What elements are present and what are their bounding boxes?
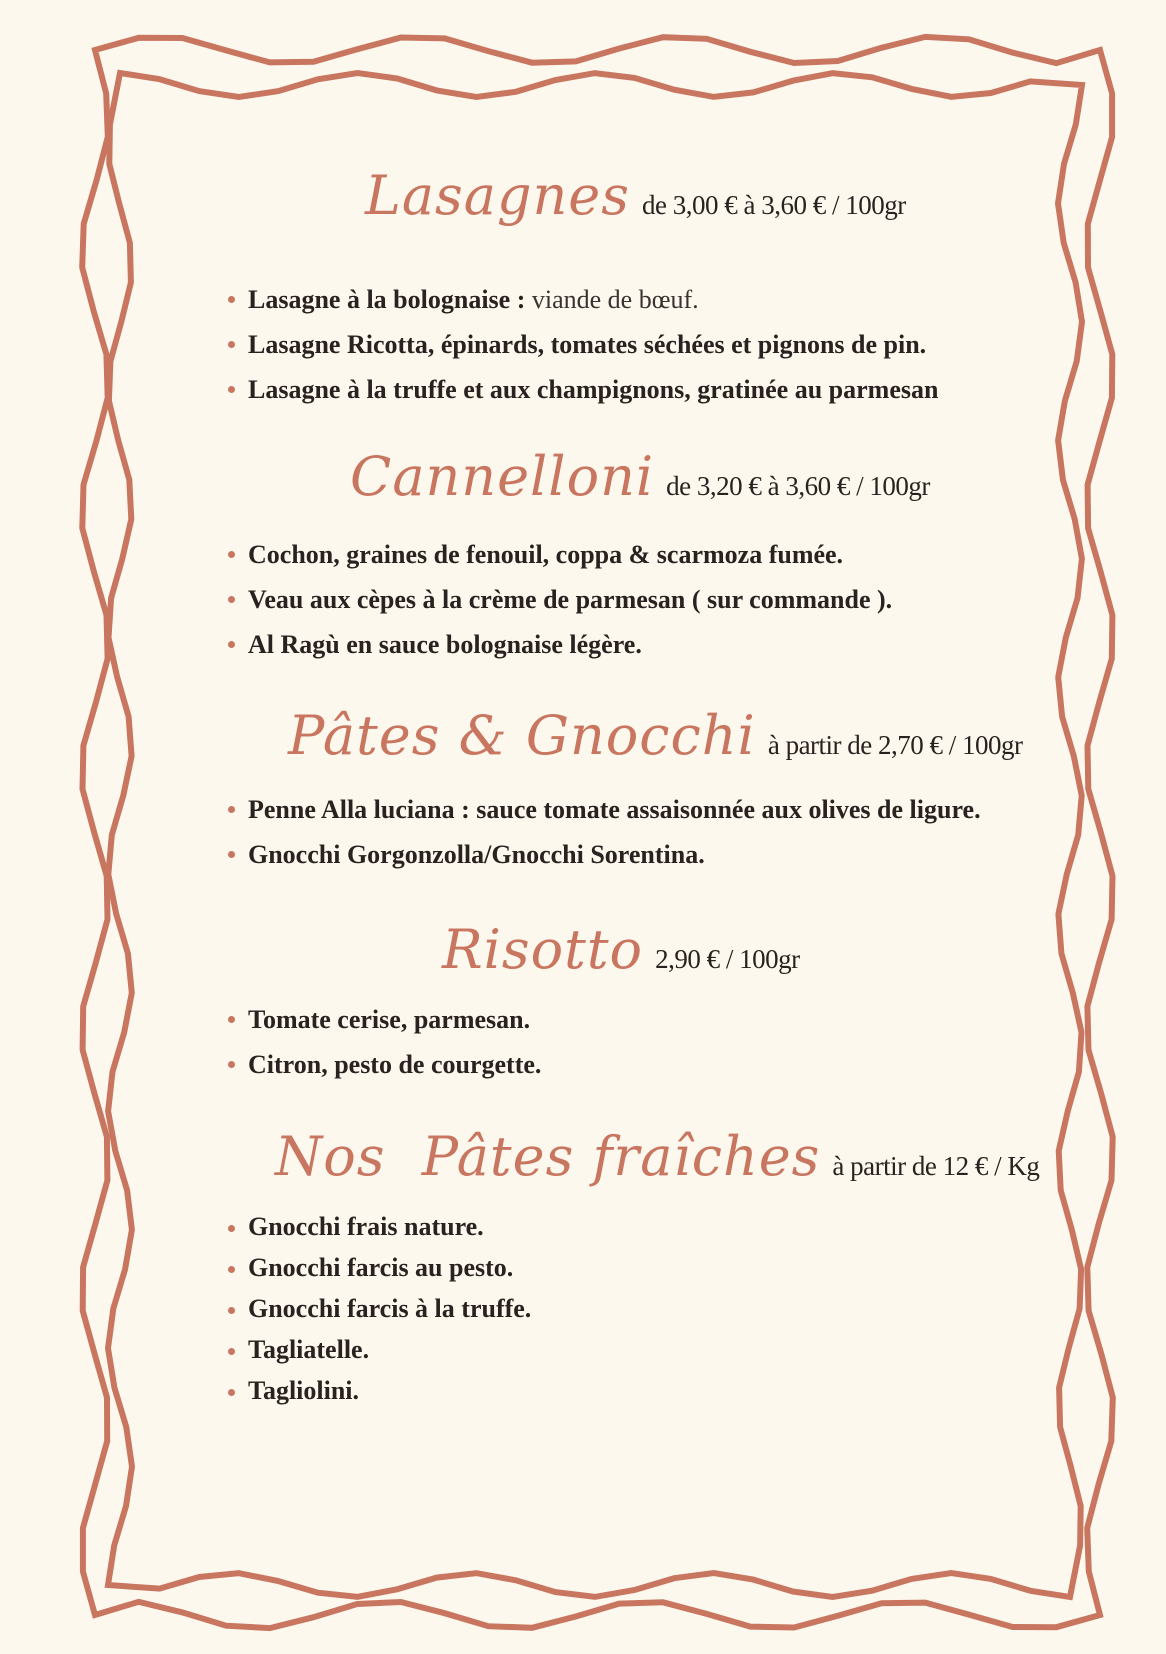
section-heading	[275, 1125, 1039, 1188]
section-title: Lasagnes	[365, 164, 630, 227]
item-detail: viande de bœuf.	[531, 285, 699, 314]
section-price: de 3,20 € à 3,60 € / 100gr	[666, 471, 930, 501]
list-item	[228, 277, 938, 322]
list-item	[228, 832, 981, 877]
list-item	[228, 787, 981, 832]
item-name: Lasagne à la truffe et aux champignons, gratinée au parmesan	[248, 375, 939, 404]
item-name: Tomate cerise, parmesan.	[248, 1005, 531, 1034]
list-item	[228, 997, 541, 1042]
item-name: Tagliolini.	[248, 1376, 360, 1405]
section-price: 2,90 € / 100gr	[655, 944, 800, 974]
list-item	[228, 577, 892, 622]
list-item	[228, 1370, 531, 1411]
item-list	[228, 532, 892, 667]
list-item	[228, 1329, 531, 1370]
item-list	[228, 1206, 531, 1411]
item-list	[228, 277, 938, 412]
item-name: Citron, pesto de courgette.	[248, 1050, 542, 1079]
item-list	[228, 997, 541, 1087]
item-name: Gnocchi farcis au pesto.	[248, 1253, 514, 1282]
item-name: Cochon, graines de fenouil, coppa & scarmoza fumée.	[248, 540, 844, 569]
item-name: Veau aux cèpes à la crème de parmesan ( sur commande ).	[248, 585, 893, 614]
list-item	[228, 1288, 531, 1329]
section-heading	[442, 918, 800, 981]
section-heading	[288, 704, 1023, 767]
section-price: à partir de 12 € / Kg	[832, 1151, 1040, 1181]
section-title: Pâtes & Gnocchi	[288, 704, 756, 767]
section-price: de 3,00 € à 3,60 € / 100gr	[641, 190, 906, 220]
item-name: Gnocchi farcis à la truffe.	[248, 1294, 532, 1323]
list-item	[228, 532, 892, 577]
section-title: Nos Pâtes fraîches	[275, 1125, 821, 1188]
list-item	[228, 1206, 531, 1247]
item-name: Penne Alla luciana : sauce tomate assaisonnée aux olives de ligure.	[248, 795, 981, 824]
list-item	[228, 367, 938, 412]
item-name: Lasagne Ricotta, épinards, tomates séchées et pignons de pin.	[248, 330, 927, 359]
item-name: Tagliatelle.	[248, 1335, 370, 1364]
section-heading	[350, 445, 930, 508]
section-title: Cannelloni	[350, 445, 655, 508]
section-heading	[365, 164, 906, 227]
section-price: à partir de 2,70 € / 100gr	[767, 730, 1023, 760]
list-item	[228, 1247, 531, 1288]
item-name: Gnocchi Gorgonzolla/Gnocchi Sorentina.	[248, 840, 705, 869]
item-name: Lasagne à la bolognaise :	[248, 285, 532, 314]
list-item	[228, 622, 892, 667]
list-item	[228, 1042, 541, 1087]
item-name: Gnocchi frais nature.	[248, 1212, 484, 1241]
item-list	[228, 787, 981, 877]
item-name: Al Ragù en sauce bolognaise légère.	[248, 630, 642, 659]
section-title: Risotto	[442, 918, 644, 981]
list-item	[228, 322, 938, 367]
